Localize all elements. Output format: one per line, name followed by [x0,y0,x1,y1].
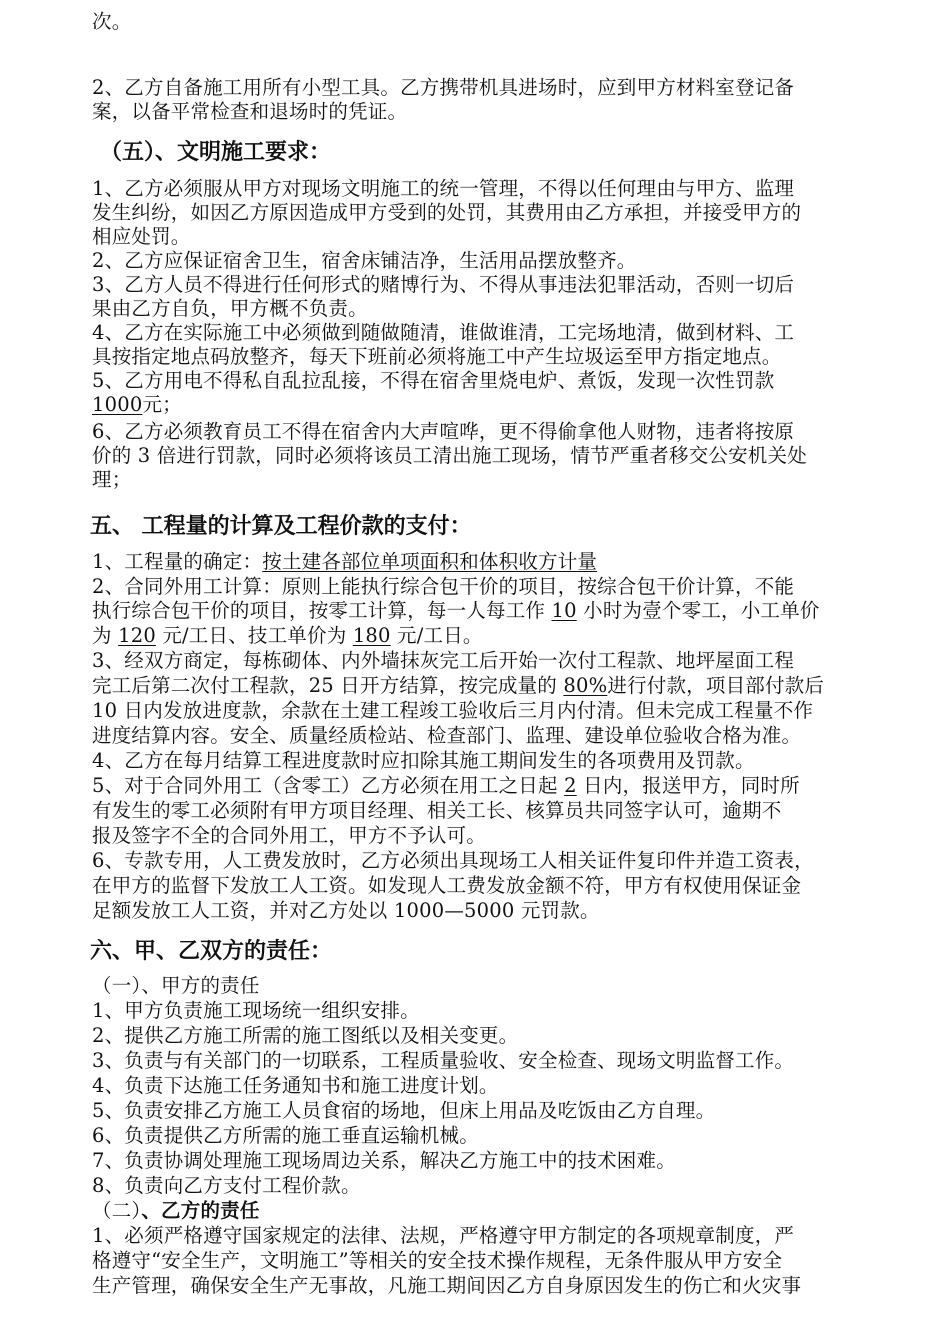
text-line [92,393,912,417]
text-line: 相应处罚。 [92,225,191,248]
text-span: 5、对于合同外用工（含零工）乙方必须在用工之日起 [92,774,565,797]
text-line: 案，以备平常检查和退场时的凭证。 [92,100,408,123]
text-line: 有发生的零工必须附有甲方项目经理、相关工长、核算员共同签字认可，逾期不 [92,799,782,822]
list-item: 5、负责安排乙方施工人员食宿的场地，但床上用品及吃饭由乙方自理。 [92,1099,716,1122]
quantity-method: 按土建各部位单项面积和体积收方计量 [262,550,598,573]
text-line: 1、必须严格遵守国家规定的法律、法规，严格遵守甲方制定的各项规章制度，严 [92,1224,795,1247]
text-span: 小时为壹个零工，小工单价 [576,599,820,622]
text-line: 果由乙方自负，甲方概不负责。 [92,297,368,320]
text-line: 2、合同外用工计算：原则上能执行综合包干价的项目，按综合包干价计算，不能 [92,575,795,598]
text-span: 元/工日。 [390,624,483,647]
text-line: 5、乙方用电不得私自乱拉乱接，不得在宿舍里烧电炉、煮饭，发现一次性罚款 [92,369,775,392]
quantity-label: 1、工程量的确定： [92,550,263,573]
text-span: （二） [92,1199,142,1222]
list-item: 1、甲方负责施工现场统一组织安排。 [92,999,420,1022]
text-line: 2、乙方自备施工用所有小型工具。乙方携带机具进场时，应到甲方材料室登记备 [92,76,795,99]
text-line [92,550,912,574]
text-span: 元/工日、技工单价为 [155,624,353,647]
text-line: 价的 3 倍进行罚款，同时必须将该员工清出施工现场，情节严重者移交公安机关处 [92,444,807,467]
text-line [92,624,912,648]
text-line: （一）、甲方的责任 [92,974,260,997]
list-item: 4、负责下达施工任务通知书和施工进度计划。 [92,1074,499,1097]
report-days-value: 2 [564,774,577,797]
section-heading-payment: 五、 工程量的计算及工程价款的支付： [90,514,472,539]
fine-amount: 1000 [92,393,143,416]
list-item: 8、负责向乙方支付工程价款。 [92,1174,361,1197]
section-heading-responsibilities: 六、甲、乙双方的责任： [90,939,333,964]
text-span: 执行综合包干价的项目，按零工计算，每一人每工作 [92,599,552,622]
text-span: 完工后第二次付工程款，25 日开方结算，按完成量的 [92,674,564,697]
text-line: 生产管理，确保安全生产无事故，凡施工期间因乙方自身原因发生的伤亡和火灾事 [92,1274,802,1297]
list-item: 3、负责与有关部门的一切联系，工程质量验收、安全检查、现场文明监督工作。 [92,1049,795,1072]
list-item: 2、提供乙方施工所需的施工图纸以及相关变更。 [92,1024,519,1047]
text-line: 足额发放工人工资，并对乙方处以 1000—5000 元罚款。 [92,899,600,922]
laborer-price-value: 120 [118,624,156,647]
text-line [92,1199,912,1223]
text-line: 2、乙方应保证宿舍卫生，宿舍床铺洁净，生活用品摆放整齐。 [92,249,637,272]
text-line: 10 日内发放进度款，余款在土建工程竣工验收后三月内付清。但未完成工程量不作 [92,699,814,722]
fine-unit: 元； [142,393,182,416]
list-item: 6、负责提供乙方所需的施工垂直运输机械。 [92,1124,479,1147]
text-line: 发生纠纷，如因乙方原因造成甲方受到的处罚，其费用由乙方承担，并接受甲方的 [92,201,802,224]
text-line [92,599,912,623]
text-line: 格遵守“安全生产，文明施工”等相关的安全技术操作规程，无条件服从甲方安全 [92,1249,783,1272]
text-line [92,674,912,698]
text-line: 3、经双方商定，每栋砌体、内外墙抹灰完工后开始一次付工程款、地坪屋面工程 [92,649,795,672]
text-line: 6、专款专用，人工费发放时，乙方必须出具现场工人相关证件复印件并造工资表， [92,849,814,872]
list-item: 7、负责协调处理施工现场周边关系，解决乙方施工中的技术困难。 [92,1149,676,1172]
text-line: 4、乙方在实际施工中必须做到随做随清，谁做谁清，工完场地清，做到材料、工 [92,321,795,344]
text-span: 进行付款，项目部付款后 [607,674,825,697]
text-line: 3、乙方人员不得进行任何形式的赌博行为、不得从事违法犯罪活动，否则一切后 [92,273,795,296]
text-line [92,774,912,798]
text-line: 具按指定地点码放整齐，每天下班前必须将施工中产生垃圾运至甲方指定地点。 [92,345,782,368]
text-line: 6、乙方必须教育员工不得在宿舍内大声喧哗，更不得偷拿他人财物，违者将按原 [92,420,795,443]
text-line: 在甲方的监督下发放工人工资。如发现人工费发放金额不符，甲方有权使用保证金 [92,874,802,897]
text-line: 理； [92,468,132,491]
text-line: 1、乙方必须服从甲方对现场文明施工的统一管理，不得以任何理由与甲方、监理 [92,177,795,200]
text-line: 4、乙方在每月结算工程进度款时应扣除其施工期间发生的各项费用及罚款。 [92,749,755,772]
skilled-price-value: 180 [352,624,391,647]
work-hours-value: 10 [551,599,577,622]
text-line: 报及签字不全的合同外用工，甲方不予认可。 [92,824,487,847]
text-line: 进度结算内容。安全、质量经质检站、检查部门、监理、建设单位验收合格为准。 [92,724,802,747]
text-span: 日内，报送甲方，同时所 [576,774,800,797]
payment-percent-value: 80% [563,674,608,697]
text-line: 次。 [92,10,132,33]
text-span: 为 [92,624,119,647]
section-heading-civilized-construction: （五）、文明施工要求： [100,140,332,165]
party-b-title: 、乙方的责任 [141,1199,260,1222]
